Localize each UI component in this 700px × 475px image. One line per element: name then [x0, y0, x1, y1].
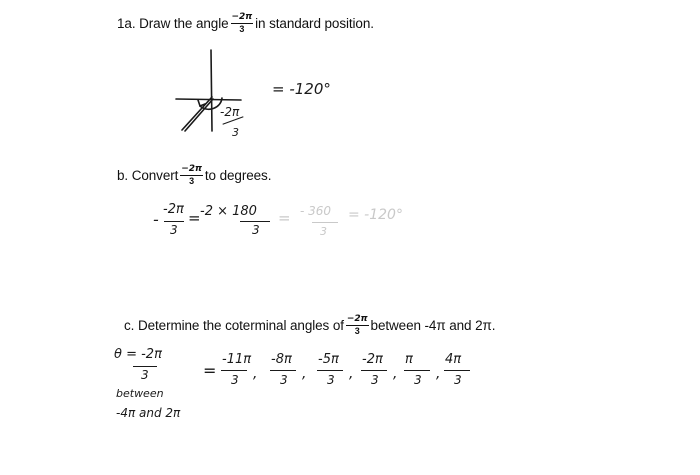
b-work-mid-den: 3 [252, 223, 260, 237]
fraction-denominator: 3 [189, 176, 195, 186]
question-b-prefix: b. Convert [117, 168, 179, 183]
fraction-numerator: −2π [181, 164, 202, 174]
question-c-suffix: between -4π and 2π. [370, 318, 496, 333]
y-axis [211, 50, 212, 131]
fraction-denominator: 3 [354, 326, 360, 336]
b-work-eq-2: = [278, 209, 291, 227]
answer-fraction-bar [361, 370, 387, 371]
answer-b: = -120° [348, 207, 403, 223]
b-work-lhs-num: -2π [163, 202, 184, 217]
question-b-suffix: to degrees. [204, 168, 272, 183]
answer-denominator: 3 [280, 373, 288, 387]
answer-1a: = -120° [272, 80, 331, 98]
b-work-faint-num: - 360 [300, 204, 332, 218]
b-work-lhs-den: 3 [170, 223, 178, 237]
fraction-numerator: −2π [231, 12, 253, 22]
theta-denominator: 3 [141, 368, 149, 382]
answer-fraction-bar [444, 370, 470, 371]
answer-separator: , [393, 366, 398, 382]
answer-separator: , [253, 366, 258, 382]
between-label: between [116, 387, 164, 400]
answer-numerator: -8π [271, 352, 292, 367]
b-work-minus: - [153, 210, 159, 229]
answer-denominator: 3 [371, 373, 379, 387]
question-b-fraction [180, 165, 203, 186]
answer-denominator: 3 [414, 373, 422, 387]
b-work-lhs-bar [164, 221, 184, 222]
theta-label: θ = -2π [114, 347, 162, 362]
b-work-mid-num: -2 × 180 [200, 204, 257, 219]
arc-label-numerator: -2π [220, 105, 240, 119]
fraction-numerator: −2π [346, 314, 368, 324]
question-b [117, 165, 271, 186]
answer-separator: , [436, 366, 441, 382]
answers-eq: = [203, 361, 217, 380]
answer-separator: , [302, 366, 307, 382]
fraction-denominator: 3 [239, 24, 245, 34]
answer-fraction-bar [317, 370, 343, 371]
question-1a-prefix: 1a. Draw the angle [117, 16, 229, 31]
answer-separator: , [349, 366, 354, 382]
answer-numerator: -5π [318, 352, 339, 367]
question-c [124, 315, 495, 336]
b-work-faint-bar [312, 222, 338, 223]
range-label: -4π and 2π [116, 406, 181, 420]
question-1a-suffix: in standard position. [255, 16, 374, 31]
terminal-ray [182, 97, 212, 130]
answer-fraction-bar [404, 370, 430, 371]
question-c-fraction [346, 315, 369, 336]
answer-fraction-bar [221, 370, 247, 371]
answer-numerator: -11π [222, 352, 252, 367]
question-c-prefix: c. Determine the coterminal angles of [124, 318, 344, 333]
answer-denominator: 3 [327, 373, 335, 387]
arc-label-denominator: 3 [232, 126, 239, 139]
b-work-faint-den: 3 [320, 225, 327, 238]
answer-numerator: π [405, 352, 413, 367]
arc-arrowhead [198, 100, 205, 106]
answer-numerator: -2π [362, 352, 383, 367]
b-work-mid-bar [240, 221, 270, 222]
answer-fraction-bar [270, 370, 296, 371]
answer-denominator: 3 [231, 373, 239, 387]
answer-numerator: 4π [445, 352, 462, 367]
b-work-eq-1: = [188, 209, 201, 227]
answer-denominator: 3 [454, 373, 462, 387]
theta-bar [133, 366, 157, 367]
